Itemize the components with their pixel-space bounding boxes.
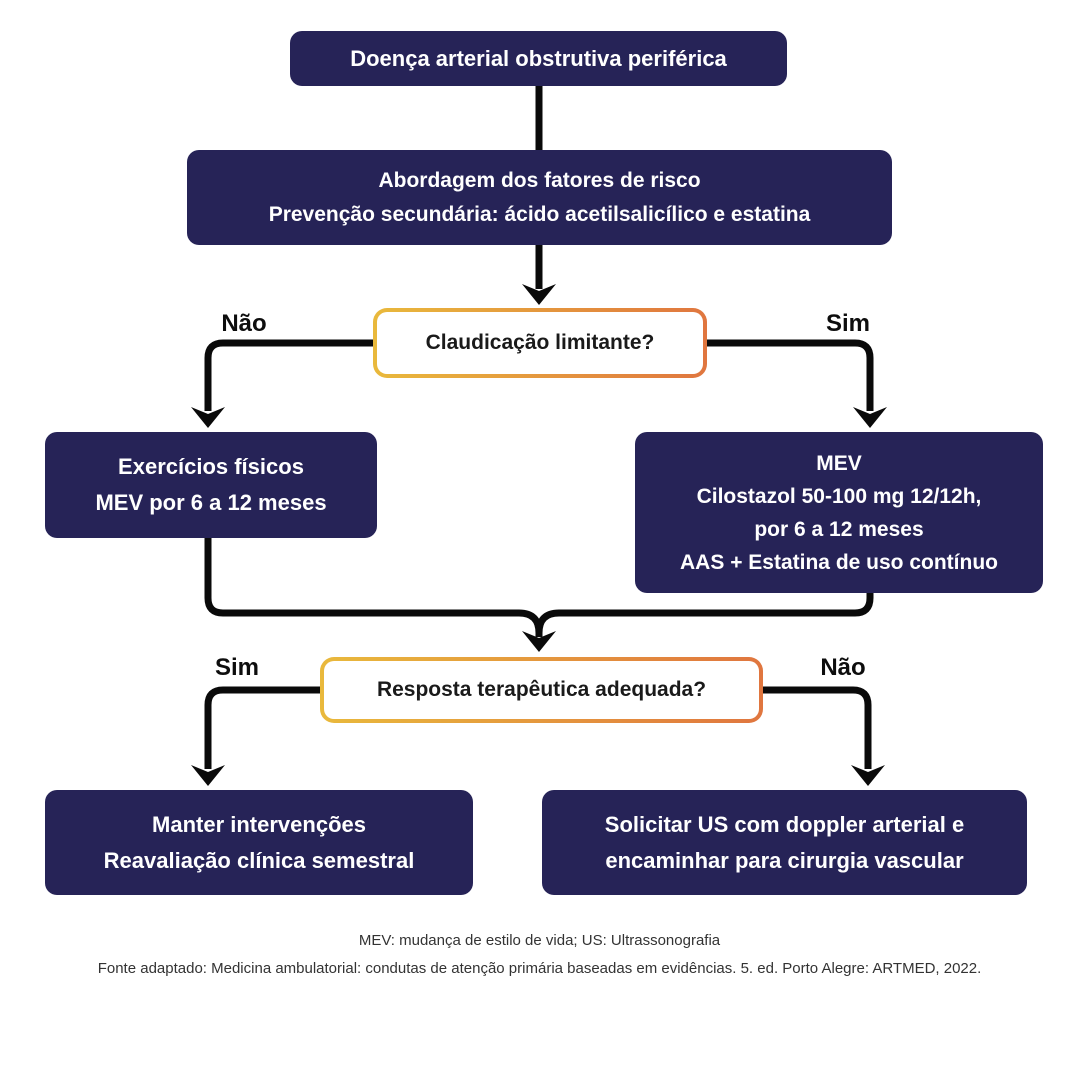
decision-claudication	[373, 308, 707, 378]
node-mev-cilostazol	[635, 432, 1043, 593]
connector-mev-to-merge	[539, 593, 870, 633]
node-text-line: encaminhar para cirurgia vascular	[605, 847, 964, 873]
connector-exercise-to-merge	[208, 538, 539, 633]
node-text-line: Cilostazol 50-100 mg 12/12h,	[696, 484, 982, 508]
decision-question: Resposta terapêutica adequada?	[324, 661, 759, 719]
node-text-line: Prevenção secundária: ácido acetilsalicílico e estatina	[268, 202, 811, 226]
branch-label-nao: Não	[820, 654, 866, 681]
node-maintain-interventions	[45, 790, 473, 895]
footnote-abbreviations: MEV: mudança de estilo de vida; US: Ultrassonografia	[358, 932, 721, 949]
node-text-line: MEV por 6 a 12 meses	[95, 490, 327, 515]
node-text-line: Exercícios físicos	[118, 454, 304, 479]
arrow-down-icon	[191, 765, 225, 786]
node-ultrasound-referral	[542, 790, 1027, 895]
node-text: Doença arterial obstrutiva periférica	[350, 45, 727, 71]
branch-label-sim: Sim	[825, 310, 870, 337]
footnote-source: Fonte adaptado: Medicina ambulatorial: condutas de atenção primária baseadas em evidências. 5. ed. Porto Alegre: ARTMED, 2022.	[97, 960, 982, 977]
connector-response-yes	[208, 690, 320, 769]
node-exercise	[45, 432, 377, 538]
node-risk-factors	[187, 150, 892, 245]
node-text-line: Reavaliação clínica semestral	[103, 847, 415, 873]
branch-label-sim: Sim	[214, 654, 259, 681]
arrow-down-icon	[851, 765, 885, 786]
node-disease-title	[290, 31, 787, 86]
branch-label-nao: Não	[221, 310, 267, 337]
connector-claudication-yes	[707, 343, 870, 411]
arrow-down-icon	[522, 284, 556, 305]
node-text-line: MEV	[816, 451, 862, 475]
node-text-line: AAS + Estatina de uso contínuo	[680, 550, 998, 574]
node-text-line: Solicitar US com doppler arterial e	[604, 811, 965, 837]
arrow-down-icon	[191, 407, 225, 428]
node-text-line: Abordagem dos fatores de risco	[378, 168, 701, 192]
connector-claudication-no	[208, 343, 375, 411]
node-text-line: por 6 a 12 meses	[754, 517, 924, 541]
connector-response-no	[763, 690, 868, 769]
arrow-down-icon	[853, 407, 887, 428]
decision-question: Claudicação limitante?	[377, 312, 703, 374]
arrow-down-icon	[522, 631, 556, 652]
decision-therapeutic-response	[320, 657, 763, 723]
node-text-line: Manter intervenções	[152, 811, 366, 837]
